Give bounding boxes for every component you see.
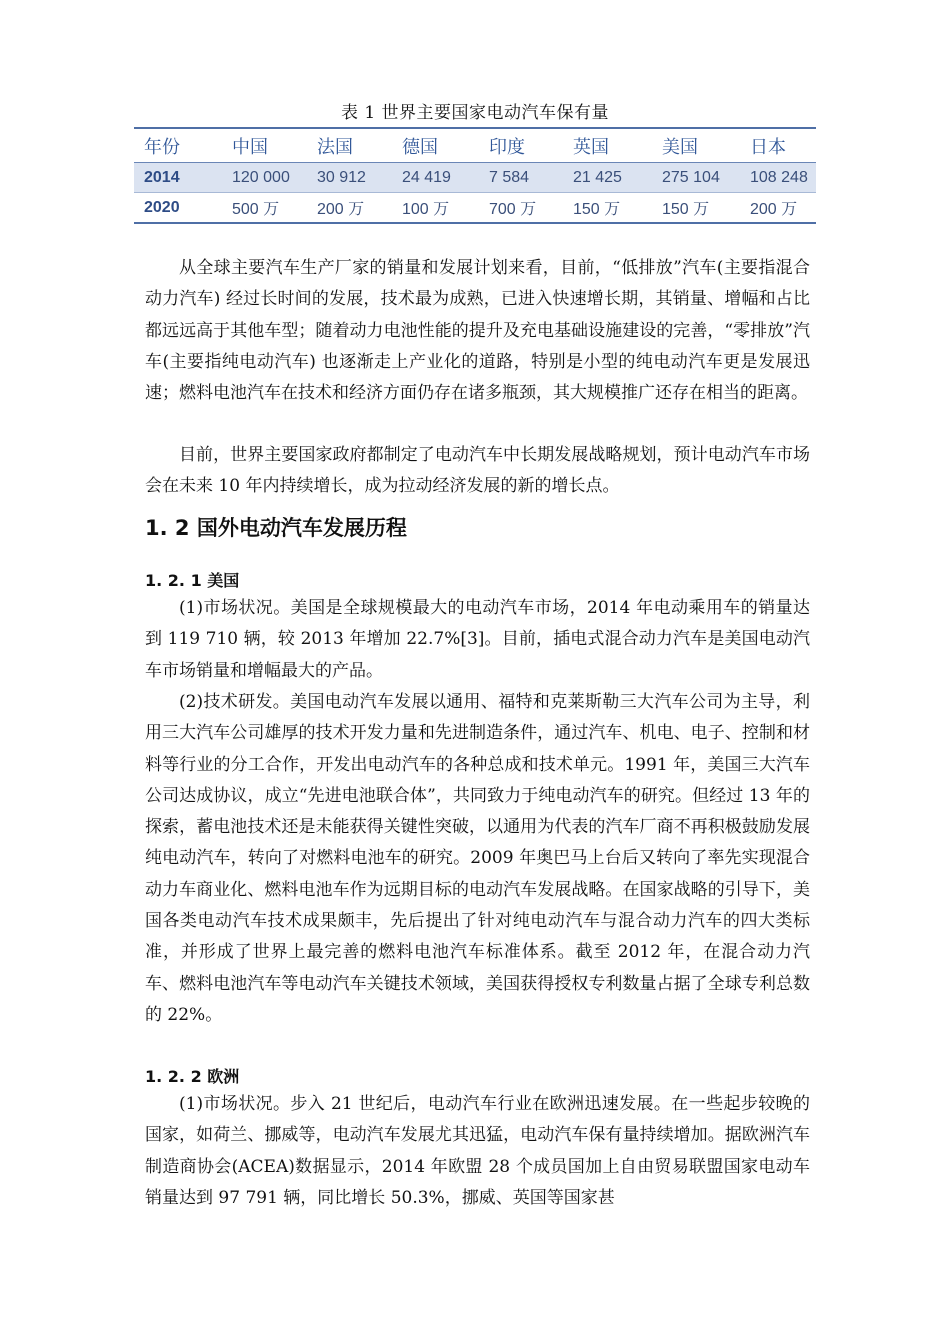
- header-india: 印度: [479, 128, 563, 163]
- table-cell: 120 000: [222, 163, 307, 193]
- header-japan: 日本: [740, 128, 816, 163]
- table-cell: 108 248: [740, 163, 816, 193]
- table-cell: 7 584: [479, 163, 563, 193]
- table-cell: 500 万: [222, 193, 307, 224]
- header-year: 年份: [134, 128, 222, 163]
- table-row: [134, 163, 816, 193]
- section-heading-1-2: 1. 2 国外电动汽车发展历程: [145, 516, 407, 540]
- table-row: [134, 193, 816, 224]
- paragraph-europe-market: (1)市场状况。步入 21 世纪后，电动汽车行业在欧洲迅速发展。在一些起步较晚的国家，如荷兰、挪威等，电动汽车发展尤其迅猛，电动汽车保有量持续增加。据欧洲汽车制造商协会(ACEA)数据显示，2014 年欧盟 28 个成员国加上自由贸易联盟国家电动车销量达到 97 791 辆，同比增长 50.3%，挪威、英国等国家甚: [145, 1094, 810, 1208]
- header-germany: 德国: [392, 128, 479, 163]
- table-cell: 150 万: [563, 193, 652, 224]
- header-china: 中国: [222, 128, 307, 163]
- paragraph-usa-tech: (2)技术研发。美国电动汽车发展以通用、福特和克莱斯勒三大汽车公司为主导，利用三大汽车公司雄厚的技术开发力量和先进制造条件，通过汽车、机电、电子、控制和材料等行业的分工合作，开发出电动汽车的各种总成和技术单元。1991 年，美国三大汽车公司达成协议，成立“先进电池联合体”，共同致力于纯电动汽车的研究。但经过 13 年的探索，蓄电池技术还是未能获得关键性突破，以通用为代表的汽车厂商不再积极鼓励发展纯电动汽车，转向了对燃料电池车的研究。2009 年奥巴马上台后又转向了率先实现混合动力车商业化、燃料电池车作为远期目标的电动汽车发展战略。在国家战略的引导下，美国各类电动汽车技术成果颇丰，先后提出了针对纯电动汽车与混合动力汽车的四大类标准，并形成了世界上最完善的燃料电池汽车标准体系。截至 2012 年，在混合动力汽车、燃料电池汽车等电动汽车关键技术领域，美国获得授权专利数量占据了全球专利总数的 22%。: [145, 692, 810, 1025]
- table-cell: 100 万: [392, 193, 479, 224]
- table-cell: 200 万: [307, 193, 392, 224]
- ev-ownership-table: [134, 127, 816, 224]
- paragraph-usa-market: (1)市场状况。美国是全球规模最大的电动汽车市场，2014 年电动乘用车的销量达到 119 710 辆，较 2013 年增加 22.7%[3]。目前，插电式混合动力汽车是美国电动汽车市场销量和增幅最大的产品。: [145, 598, 810, 681]
- table-cell: 30 912: [307, 163, 392, 193]
- header-france: 法国: [307, 128, 392, 163]
- paragraph-government-plans: 目前，世界主要国家政府都制定了电动汽车中长期发展战略规划，预计电动汽车市场会在未来 10 年内持续增长，成为拉动经济发展的新的增长点。: [145, 445, 810, 497]
- paragraph-market-overview: 从全球主要汽车生产厂家的销量和发展计划来看，目前，“低排放”汽车(主要指混合动力汽车) 经过长时间的发展，技术最为成熟，已进入快速增长期，其销量、增幅和占比都远远高于其他车型；随着动力电池性能的提升及充电基础设施建设的完善，“零排放”汽车(主要指纯电动汽车) 也逐渐走上产业化的道路，特别是小型的纯电动汽车更是发展迅速；燃料电池汽车在技术和经济方面仍存在诸多瓶颈，其大规模推广还存在相当的距离。: [145, 258, 810, 404]
- table-cell: 150 万: [652, 193, 740, 224]
- table-cell: 2020: [134, 193, 222, 224]
- header-usa: 美国: [652, 128, 740, 163]
- table-cell: 700 万: [479, 193, 563, 224]
- subsection-heading-europe: 1. 2. 2 欧洲: [145, 1067, 240, 1086]
- subsection-heading-usa: 1. 2. 1 美国: [145, 571, 240, 590]
- table-cell: 24 419: [392, 163, 479, 193]
- table-cell: 275 104: [652, 163, 740, 193]
- table-cell: 21 425: [563, 163, 652, 193]
- table-cell: 200 万: [740, 193, 816, 224]
- table-header-row: [134, 128, 816, 163]
- table-cell: 2014: [134, 163, 222, 193]
- header-uk: 英国: [563, 128, 652, 163]
- table-caption: 表 1 世界主要国家电动汽车保有量: [340, 103, 610, 123]
